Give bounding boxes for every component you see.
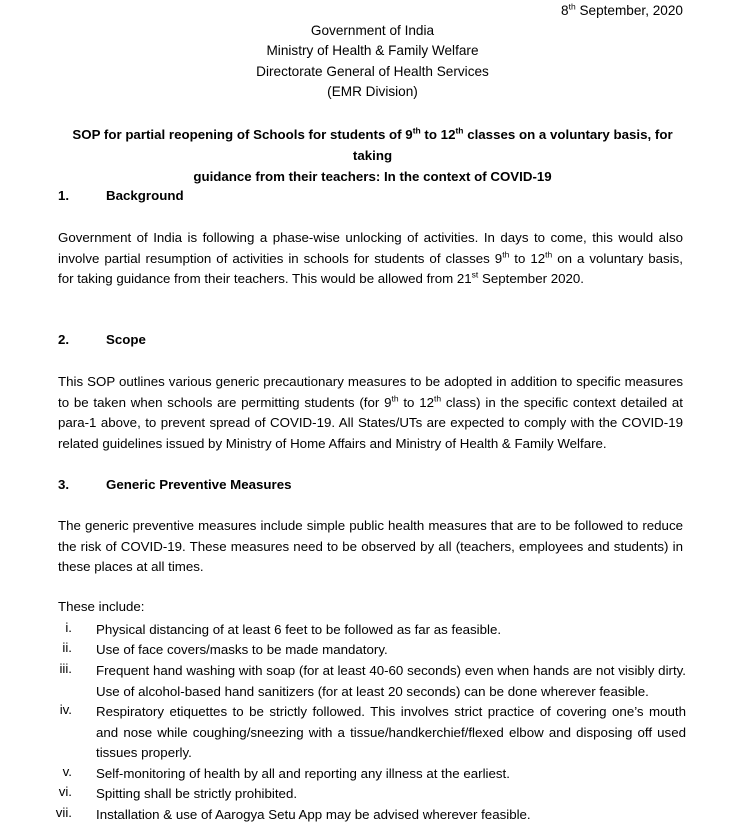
list-item — [96, 620, 686, 641]
paragraph-line: related guidelines issued by Ministry of Home Affairs and Ministry of Health & Family Welfare. — [58, 435, 607, 451]
paragraph-line: The generic preventive measures include simple public health measures that are to be followed to reduce — [58, 518, 683, 533]
list-item-line: Use of alcohol-based hand sanitizers (for at least 20 seconds) can be done wherever feasible. — [96, 683, 649, 699]
list-item-line: and nose while coughing/sneezing with a tissue/handkerchief/flexed elbow and disposing off used — [96, 724, 686, 740]
title-line-2: guidance from their teachers: In the context of COVID-19 — [193, 169, 552, 184]
list-item-number: v. — [62, 764, 72, 779]
list-item — [96, 764, 686, 785]
list-item-number: vi. — [58, 784, 72, 799]
section-1-number: 1. — [58, 188, 70, 203]
list-item-line: Self-monitoring of health by all and reporting any illness at the earliest. — [96, 766, 510, 781]
section-1-heading: Background — [106, 188, 184, 203]
list-item-number: i. — [65, 620, 72, 635]
list-item-number: ii. — [62, 640, 72, 655]
paragraph-line: Government of India is following a phase-wise unlocking of activities. In days to come, this would also — [58, 230, 683, 245]
list-item — [96, 702, 686, 764]
section-2-heading: Scope — [106, 332, 146, 347]
section-3-heading: Generic Preventive Measures — [106, 477, 292, 492]
list-item-line: Use of face covers/masks to be made mandatory. — [96, 642, 388, 657]
list-item — [96, 661, 686, 702]
list-item-number: vii. — [55, 805, 72, 820]
list-item-number: iv. — [59, 702, 72, 717]
document-date: 8th September, 2020 — [561, 1, 683, 18]
paragraph-line: para-1 above, to prevent spread of COVID-19. All States/UTs are expected to comply with the COVID-19 — [58, 415, 683, 430]
section-3-paragraph — [58, 516, 683, 578]
list-item — [96, 640, 686, 661]
measures-list-label: These include: — [58, 599, 145, 614]
list-item-line: Frequent hand washing with soap (for at least 40-60 seconds) even when hands are not visibly dirty. — [96, 663, 686, 678]
paragraph-line: involve partial resumption of activities in schools for students of classes 9th to 12th on a voluntary basis, — [58, 249, 683, 266]
paragraph-line: the risk of COVID-19. These measures need to be observed by all (teachers, employees and students) in — [58, 538, 683, 554]
paragraph-line: This SOP outlines various generic precautionary measures to be adopted in addition to specific measures — [58, 374, 683, 389]
list-item-line: tissues properly. — [96, 745, 192, 760]
list-item-line: Spitting shall be strictly prohibited. — [96, 786, 298, 801]
org-ministry: Ministry of Health & Family Welfare — [266, 43, 479, 58]
list-item-line: Physical distancing of at least 6 feet to be followed as far as feasible. — [96, 622, 502, 637]
paragraph-line: these places at all times. — [58, 559, 204, 574]
paragraph-line: to be taken when schools are permitting students (for 9th to 12th class) in the specific context detailed at — [58, 393, 683, 410]
section-1-paragraph — [58, 228, 683, 290]
list-item-number: iii. — [59, 661, 72, 676]
section-2-number: 2. — [58, 332, 70, 347]
list-item — [96, 784, 686, 805]
list-item — [96, 805, 686, 826]
title-line-1: SOP for partial reopening of Schools for students of 9th to 12th classes on a voluntary basis, for taking — [72, 125, 673, 163]
org-division: (EMR Division) — [327, 84, 418, 99]
document-title — [60, 124, 685, 187]
section-3-number: 3. — [58, 477, 70, 492]
section-2-paragraph — [58, 372, 683, 454]
org-government: Government of India — [310, 23, 435, 38]
list-item-line: Respiratory etiquettes to be strictly followed. This involves strict practice of covering one’s mouth — [96, 704, 686, 719]
list-item-line: Installation & use of Aarogya Setu App may be advised wherever feasible. — [96, 807, 531, 822]
org-directorate: Directorate General of Health Services — [256, 64, 489, 79]
paragraph-line: for taking guidance from their teachers. This would be allowed from 21st September 2020. — [58, 269, 584, 286]
